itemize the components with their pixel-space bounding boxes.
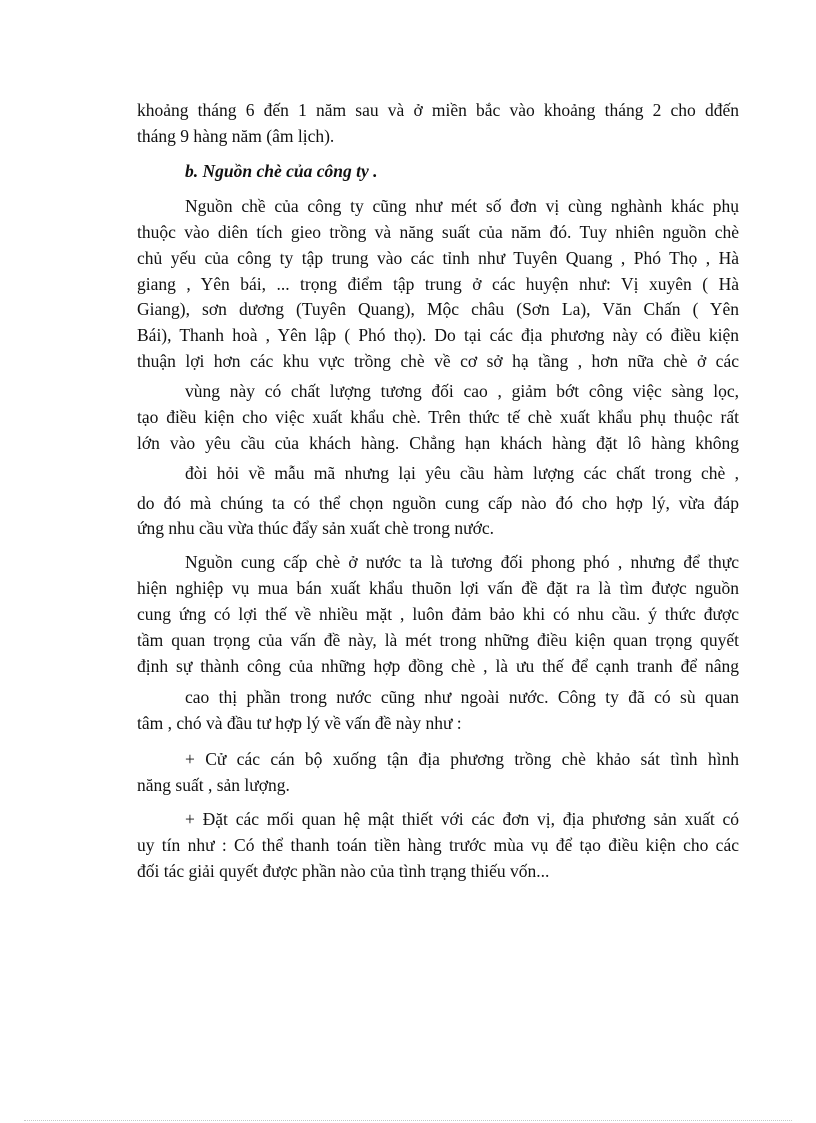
text-line: uy tín như : Có thể thanh toán tiền hàng trước mùa vụ để tạo điều kiện cho các [137,835,739,855]
text-line: khoảng tháng 6 đến 1 năm sau và ở miền bắc vào khoảng tháng 2 cho dđến [137,100,739,120]
text-line: do đó mà chúng ta có thể chọn nguồn cung cấp nào đó cho hợp lý, vừa đáp [137,493,739,513]
text-line: thuận lợi hơn các khu vực trồng chè về cơ sở hạ tầng , hơn nữa chè ở các [137,351,739,371]
text-line: tầm quan trọng của vấn đề này, là mét trong những điều kiện quan trọng quyết [137,630,739,650]
text-line: thuộc vào diên tích gieo trồng và năng suất của năm đó. Tuy nhiên nguồn chè [137,222,739,242]
text-line: năng suất , sản lượng. [137,775,290,795]
text-line: đòi hỏi về mẫu mã nhưng lại yêu cầu hàm lượng các chất trong chè , [185,463,739,483]
text-line: chủ yếu của công ty tập trung vào các tỉnh như Tuyên Quang , Phó Thọ , Hà [137,248,739,268]
text-line: đối tác giải quyết được phần nào của tình trạng thiếu vốn... [137,861,550,881]
text-line: + Cử các cán bộ xuống tận địa phương trồng chè khảo sát tình hình [185,749,739,769]
text-line: cung ứng có lợi thế về nhiều mặt , luôn đảm bảo khi có nhu cầu. ý thức được [137,604,739,624]
text-line: Nguồn chề của công ty cũng như mét số đơn vị cùng nghành khác phụ [185,196,739,216]
text-line: tháng 9 hàng năm (âm lịch). [137,126,335,146]
section-heading: b. Nguồn chè của công ty . [185,161,378,181]
text-line: cao thị phần trong nước cũng như ngoài nước. Công ty đã có sù quan [185,687,739,707]
text-line: + Đặt các mối quan hệ mật thiết với các đơn vị, địa phương sản xuất có [185,809,739,829]
text-line: tâm , chó và đầu tư hợp lý về vấn đề này như : [137,713,462,733]
text-line: ứng nhu cầu vừa thúc đẩy sản xuất chè trong nước. [137,518,494,538]
text-line: vùng này có chất lượng tương đối cao , giảm bớt công việc sàng lọc, [185,381,739,401]
text-line: Giang), sơn dương (Tuyên Quang), Mộc châu (Sơn La), Văn Chấn ( Yên [137,299,739,319]
text-line: định sự thành công của những hợp đồng chè , là ưu thế để cạnh tranh để nâng [137,656,739,676]
text-line: tạo điều kiện cho việc xuất khẩu chè. Trên thức tế chè xuất khẩu phụ thuộc rất [137,407,739,427]
footer-divider [24,1120,792,1121]
text-line: Nguồn cung cấp chè ở nước ta là tương đối phong phó , nhưng để thực [185,552,739,572]
text-line: lớn vào yêu cầu của khách hàng. Chẳng hạn khách hàng đặt lô hàng không [137,433,739,453]
text-line: Bái), Thanh hoà , Yên lập ( Phó thọ). Do tại các địa phương này có điều kiện [137,325,739,345]
text-line: hiện nghiệp vụ mua bán xuất khẩu thuõn lợi vấn đề đặt ra là tìm được nguồn [137,578,739,598]
text-line: giang , Yên bái, ... trọng điểm tập trung ở các huyện như: Vị xuyên ( Hà [137,274,739,294]
